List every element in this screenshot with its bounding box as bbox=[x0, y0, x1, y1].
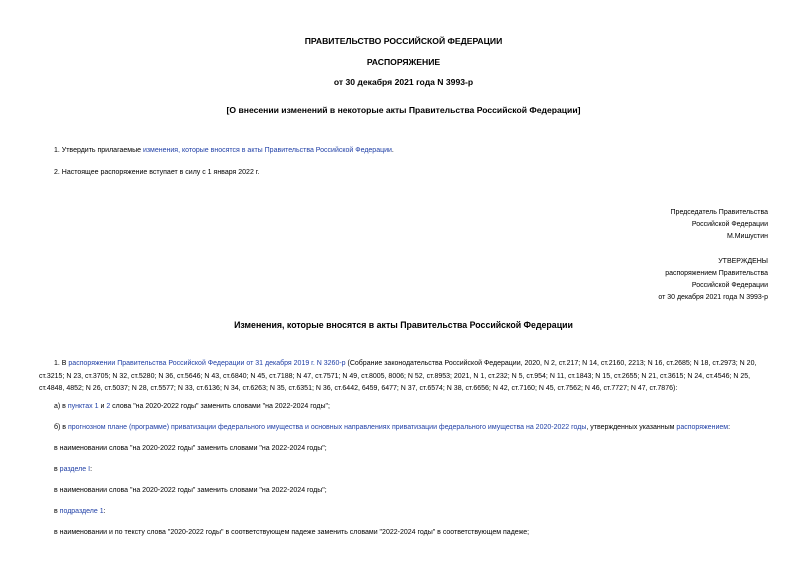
subitem-title-change: в наименовании слова "на 2020-2022 годы" заменить словами "на 2022-2024 годы"; bbox=[54, 445, 327, 452]
government-heading: ПРАВИТЕЛЬСТВО РОССИЙСКОЙ ФЕДЕРАЦИИ bbox=[304, 36, 503, 46]
annex-item-1-text: (Собрание законодательства Российской Федерации, 2020, N 2, ст.217; N 14, ст.2160, 2213; N 16, ст.2685; N 18, ст.2973; N 20, ст.3215; N 23, ст.3705; N 32, ст.5280; N 36, ст.5646; N 43, ст.6840; N 45, ст.7188; N 47, ст.7571; N 49, ст.8005, 8006; N 52, ст.8953; 2021, N 1, ст.232; N 5, ст.954; N 11, ст.1843; N 15, ст.2655; N 21, ст.3615; N 24, ст.4546; N 25, ст.4848, 4852; N 26, ст.5037; N 28, ст.5577; N 33, ст.6136; N 34, ст.6263; N 35, ст.6351; N 36, ст.6442, 6459, 6477; N 37, ст.6574; N 38, ст.6656; N 42, ст.7160; N 45, ст.7562; N 46, ст.7727; N 47, ст.7876): bbox=[39, 360, 757, 392]
item-b-prefix: б) в bbox=[54, 424, 68, 431]
paragraph-1 bbox=[54, 145, 394, 156]
points-1-link[interactable]: пунктах 1 bbox=[67, 403, 99, 410]
item-a-text: слова "на 2020-2022 годы" заменить словами "на 2022-2024 годы"; bbox=[110, 403, 330, 410]
subitem-subsection-1-end: : bbox=[103, 508, 106, 515]
paragraph-1-text: 1. Утвердить прилагаемые bbox=[54, 147, 143, 154]
signature-name: М.Мишустин bbox=[726, 233, 768, 240]
subitem-text-change: в наименовании и по тексту слова "2020-2022 годы" в соответствующем падеже заменить словами "2022-2024 годы" в соответствующем падеже; bbox=[54, 529, 530, 536]
signature-block bbox=[671, 207, 768, 243]
subitem-section-1-end: : bbox=[90, 466, 93, 473]
item-a bbox=[54, 401, 330, 412]
subitem-subsection-1-prefix: в bbox=[54, 508, 60, 515]
item-b-end: : bbox=[728, 424, 731, 431]
privatization-plan-link[interactable]: прогнозном плане (программе) приватизации федерального имущества и основных направлениях приватизации федерального имущества на 2020-2022 годы bbox=[67, 424, 587, 431]
item-a-prefix: а) в bbox=[54, 403, 68, 410]
approval-line-3: Российской Федерации bbox=[691, 282, 768, 289]
annex-item-1-prefix: 1. В bbox=[54, 360, 69, 367]
changes-link[interactable]: изменения, которые вносятся в акты Правительства Российской Федерации bbox=[142, 147, 392, 154]
section-1-link[interactable]: разделе I bbox=[59, 466, 91, 473]
approval-line-4: от 30 декабря 2021 года N 3993-р bbox=[658, 294, 768, 301]
subitem-section-title-change: в наименовании слова "на 2020-2022 годы" заменить словами "на 2022-2024 годы"; bbox=[54, 487, 327, 494]
approval-heading: УТВЕРЖДЕНЫ bbox=[718, 258, 768, 265]
item-a-mid: и bbox=[98, 403, 107, 410]
subsection-1-link[interactable]: подразделе 1 bbox=[59, 508, 104, 515]
signature-position: Председатель Правительства bbox=[670, 209, 768, 216]
approval-line-2: распоряжением Правительства bbox=[665, 270, 768, 277]
item-b bbox=[54, 422, 730, 433]
subitem-subsection-1 bbox=[54, 506, 106, 517]
signature-org: Российской Федерации bbox=[691, 221, 768, 228]
document-date-number: от 30 декабря 2021 года N 3993-р bbox=[333, 77, 474, 87]
paragraph-1-end: . bbox=[391, 147, 394, 154]
document-type: РАСПОРЯЖЕНИЕ bbox=[366, 57, 441, 67]
document-title: [О внесении изменений в некоторые акты Правительства Российской Федерации] bbox=[226, 105, 581, 115]
subitem-section-1-prefix: в bbox=[54, 466, 60, 473]
annex-item-1 bbox=[39, 358, 769, 396]
point-2-link[interactable]: 2 bbox=[106, 403, 111, 410]
paragraph-2: 2. Настоящее распоряжение вступает в силу с 1 января 2022 г. bbox=[54, 169, 260, 176]
approval-block bbox=[658, 256, 768, 304]
order-3260-link[interactable]: распоряжении Правительства Российской Федерации от 31 декабря 2019 г. N 3260-р bbox=[68, 360, 346, 367]
order-link[interactable]: распоряжением bbox=[676, 424, 729, 431]
item-b-mid: , утвержденных указанным bbox=[586, 424, 677, 431]
annex-title: Изменения, которые вносятся в акты Правительства Российской Федерации bbox=[234, 320, 573, 330]
subitem-section-1 bbox=[54, 464, 92, 475]
